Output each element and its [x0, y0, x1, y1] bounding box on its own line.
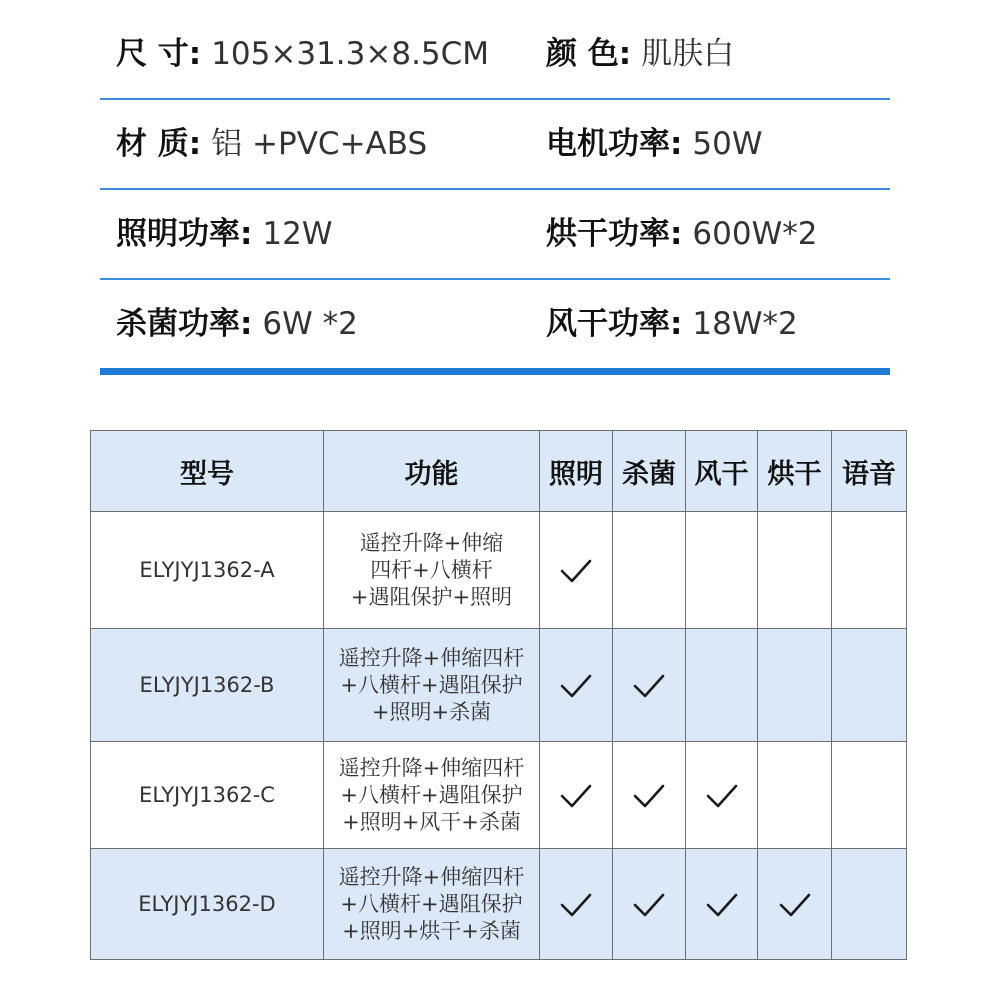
table-row	[91, 742, 907, 849]
spec-value: 50W	[692, 126, 763, 162]
model-code: ELYJYJ1362-D	[138, 892, 276, 916]
check-icon	[559, 782, 593, 810]
feature-cell	[613, 512, 686, 629]
check-icon	[559, 672, 593, 700]
spec-value: 12W	[262, 216, 333, 252]
function-line: +八横杆+遇阻保护	[340, 782, 523, 807]
spec-value: 6W *2	[262, 306, 358, 342]
spec-label: 杀菌功率:	[116, 306, 253, 342]
function-line: 遥控升降+伸缩	[359, 530, 504, 555]
feature-cell	[686, 849, 758, 960]
spec-item	[116, 280, 358, 368]
model-cell	[91, 742, 324, 849]
spec-value: 600W*2	[692, 216, 818, 252]
feature-cell	[686, 629, 758, 742]
spec-value: 105×31.3×8.5CM	[211, 36, 490, 72]
table-body	[91, 512, 907, 960]
column-header: 语音	[832, 431, 907, 512]
function-line: 遥控升降+伸缩四杆	[338, 645, 525, 670]
column-header: 功能	[324, 431, 540, 512]
function-text	[332, 755, 532, 836]
column-header: 照明	[540, 431, 613, 512]
spec-item	[546, 190, 817, 278]
spec-row	[100, 10, 890, 100]
model-table-container	[90, 430, 906, 960]
table-row	[91, 512, 907, 629]
spec-item	[546, 280, 798, 368]
function-text	[332, 645, 532, 726]
feature-cell	[613, 629, 686, 742]
spec-label: 尺 寸:	[116, 36, 202, 72]
spec-item	[116, 10, 489, 98]
function-text	[332, 864, 532, 945]
check-icon	[559, 557, 593, 585]
check-icon	[705, 782, 739, 810]
spec-row	[100, 190, 890, 280]
check-icon	[632, 672, 666, 700]
spec-label: 电机功率:	[546, 126, 683, 162]
table-row	[91, 849, 907, 960]
table-row	[91, 629, 907, 742]
function-cell	[324, 629, 540, 742]
feature-cell	[758, 512, 832, 629]
function-line: +八横杆+遇阻保护	[340, 672, 523, 697]
feature-cell	[758, 849, 832, 960]
feature-cell	[540, 849, 613, 960]
function-cell	[324, 849, 540, 960]
spec-row	[100, 100, 890, 190]
column-header: 风干	[686, 431, 758, 512]
table-header-row	[91, 431, 907, 512]
function-text	[332, 530, 532, 611]
feature-cell	[832, 629, 907, 742]
feature-cell	[758, 742, 832, 849]
check-icon	[632, 782, 666, 810]
feature-cell	[613, 849, 686, 960]
check-icon	[559, 891, 593, 919]
feature-cell	[686, 512, 758, 629]
column-header: 型号	[91, 431, 324, 512]
model-table	[90, 430, 907, 960]
spec-value: 铝 +PVC+ABS	[211, 126, 428, 162]
feature-cell	[613, 742, 686, 849]
feature-cell	[832, 512, 907, 629]
column-header: 杀菌	[613, 431, 686, 512]
check-icon	[778, 891, 812, 919]
function-line: +遇阻保护+照明	[350, 584, 513, 609]
check-icon	[705, 891, 739, 919]
model-cell	[91, 849, 324, 960]
spec-value: 肌肤白	[641, 36, 735, 72]
function-line: +八横杆+遇阻保护	[340, 891, 523, 916]
column-header: 烘干	[758, 431, 832, 512]
feature-cell	[832, 742, 907, 849]
spec-label: 风干功率:	[546, 306, 683, 342]
spec-row	[100, 280, 890, 375]
spec-item	[546, 100, 763, 188]
function-cell	[324, 742, 540, 849]
function-line: 遥控升降+伸缩四杆	[338, 864, 525, 889]
function-line: 四杆+八横杆	[370, 557, 493, 582]
model-cell	[91, 629, 324, 742]
spec-label: 颜 色:	[546, 36, 632, 72]
feature-cell	[540, 512, 613, 629]
spec-label: 烘干功率:	[546, 216, 683, 252]
model-code: ELYJYJ1362-C	[139, 783, 275, 807]
function-line: +照明+烘干+杀菌	[342, 918, 521, 943]
function-cell	[324, 512, 540, 629]
spec-list	[100, 10, 890, 375]
spec-label: 材 质:	[116, 126, 202, 162]
spec-item	[546, 10, 734, 98]
spec-value: 18W*2	[692, 306, 798, 342]
model-cell	[91, 512, 324, 629]
spec-item	[116, 190, 333, 278]
feature-cell	[540, 629, 613, 742]
check-icon	[632, 891, 666, 919]
model-code: ELYJYJ1362-B	[139, 673, 275, 697]
function-line: +照明+杀菌	[371, 699, 492, 724]
model-code: ELYJYJ1362-A	[139, 558, 275, 582]
feature-cell	[540, 742, 613, 849]
function-line: +照明+风干+杀菌	[342, 809, 521, 834]
feature-cell	[686, 742, 758, 849]
spec-item	[116, 100, 427, 188]
feature-cell	[758, 629, 832, 742]
spec-label: 照明功率:	[116, 216, 253, 252]
function-line: 遥控升降+伸缩四杆	[338, 755, 525, 780]
feature-cell	[832, 849, 907, 960]
